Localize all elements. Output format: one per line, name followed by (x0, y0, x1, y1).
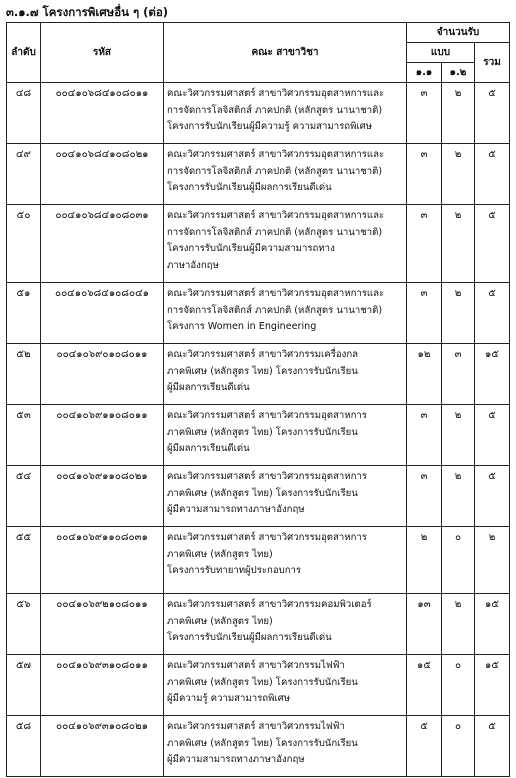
program-line: ภาคพิเศษ (หลักสูตร ไทย) โครงการรับนักเรียน (167, 426, 358, 438)
program-code: ๐๐๔๑๐๖๘๔๑๐๘๐๑๑ (41, 83, 164, 144)
quota-type-1-2: ๐ (442, 527, 475, 594)
program-line: ภาคพิเศษ (หลักสูตร ไทย) โครงการรับนักเรียน (167, 487, 358, 499)
program-line: คณะวิศวกรรมศาสตร์ สาขาวิศวกรรมอุตสาหการและ (167, 88, 385, 99)
program-description (164, 283, 407, 344)
program-line: โครงการ Women in Engineering (167, 321, 317, 332)
program-line: คณะวิศวกรรมศาสตร์ สาขาวิศวกรรมไฟฟ้า (167, 721, 345, 732)
program-description (164, 405, 407, 466)
program-description (164, 205, 407, 283)
quota-total: ๒ (475, 527, 510, 594)
program-line: คณะวิศวกรรมศาสตร์ สาขาวิศวกรรมเครื่องกล (167, 349, 359, 360)
program-description (164, 466, 407, 527)
program-line: ภาคพิเศษ (หลักสูตร ไทย) (167, 615, 273, 627)
quota-total: ๑๕ (475, 344, 510, 405)
program-line: การจัดการโลจิสติกส์ ภาคปกติ (หลักสูตร นานาชาติ) (167, 104, 383, 116)
program-line: คณะวิศวกรรมศาสตร์ สาขาวิศวกรรมอุตสาหการ (167, 410, 367, 421)
table-row (7, 283, 510, 344)
program-code: ๐๐๔๑๐๖๙๑๑๐๘๐๑๑ (41, 405, 164, 466)
quota-type-1-2: ๒ (442, 405, 475, 466)
program-code: ๐๐๔๑๐๖๘๔๑๐๘๐๒๑ (41, 144, 164, 205)
program-description (164, 527, 407, 594)
program-line: การจัดการโลจิสติกส์ ภาคปกติ (หลักสูตร นานาชาติ) (167, 304, 383, 316)
quota-type-1-1: ๑๓ (407, 594, 442, 655)
quota-type-1-2: ๒ (442, 144, 475, 205)
quota-type-1-1: ๒ (407, 527, 442, 594)
quota-type-1-1: ๓ (407, 283, 442, 344)
quota-total: ๕ (475, 283, 510, 344)
header-code: รหัส (41, 23, 164, 83)
program-line: คณะวิศวกรรมศาสตร์ สาขาวิศวกรรมคอมพิวเตอร์ (167, 599, 372, 610)
program-code: ๐๐๔๑๐๖๙๒๑๐๘๐๑๑ (41, 594, 164, 655)
table-row (7, 466, 510, 527)
program-description (164, 144, 407, 205)
program-code: ๐๐๔๑๐๖๙๑๑๐๘๐๓๑ (41, 527, 164, 594)
header-quota: จำนวนรับ (407, 23, 510, 43)
program-code: ๐๐๔๑๐๖๙๓๑๐๘๐๑๑ (41, 655, 164, 716)
row-number: ๕๑ (7, 283, 41, 344)
quota-total: ๑๕ (475, 594, 510, 655)
row-number: ๕๐ (7, 205, 41, 283)
table-row (7, 344, 510, 405)
quota-total: ๕ (475, 716, 510, 777)
header-type-1-2: ๑.๒ (442, 63, 475, 83)
quota-total: ๕ (475, 83, 510, 144)
program-description (164, 344, 407, 405)
table-row (7, 144, 510, 205)
row-number: ๕๓ (7, 405, 41, 466)
row-number: ๕๔ (7, 466, 41, 527)
row-number: ๕๖ (7, 594, 41, 655)
program-line: โครงการรับนักเรียนผู้มีผลการเรียนดีเด่น (167, 632, 332, 643)
program-line: ภาคพิเศษ (หลักสูตร ไทย) โครงการรับนักเรียน (167, 676, 358, 688)
quota-total: ๕ (475, 405, 510, 466)
program-line: การจัดการโลจิสติกส์ ภาคปกติ (หลักสูตร นานาชาติ) (167, 226, 383, 238)
table-row (7, 83, 510, 144)
program-code: ๐๐๔๑๐๖๙๐๑๐๘๐๑๑ (41, 344, 164, 405)
program-line: คณะวิศวกรรมศาสตร์ สาขาวิศวกรรมอุตสาหการและ (167, 149, 385, 160)
header-type-1-1: ๑.๑ (407, 63, 442, 83)
quota-type-1-2: ๒ (442, 205, 475, 283)
row-number: ๕๘ (7, 716, 41, 777)
program-line: ผู้มีผลการเรียนดีเด่น (167, 443, 250, 454)
program-code: ๐๐๔๑๐๖๙๓๑๐๘๐๒๑ (41, 716, 164, 777)
program-line: ผู้มีผลการเรียนดีเด่น (167, 382, 250, 393)
table-row (7, 527, 510, 594)
table-row (7, 205, 510, 283)
program-line: ผู้มีความรู้ ความสามารถพิเศษ (167, 693, 291, 704)
section-title: ๓.๑.๗ โครงการพิเศษอื่น ๆ (ต่อ) (6, 5, 169, 19)
quota-type-1-2: ๓ (442, 344, 475, 405)
program-line: การจัดการโลจิสติกส์ ภาคปกติ (หลักสูตร นานาชาติ) (167, 165, 383, 177)
quota-type-1-1: ๓ (407, 466, 442, 527)
quota-type-1-1: ๓ (407, 83, 442, 144)
quota-total: ๕ (475, 466, 510, 527)
quota-type-1-2: ๒ (442, 466, 475, 527)
table-body (7, 83, 510, 777)
quota-type-1-2: ๒ (442, 283, 475, 344)
program-line: ภาคพิเศษ (หลักสูตร ไทย) โครงการรับนักเรียน (167, 737, 358, 749)
quota-type-1-1: ๓ (407, 144, 442, 205)
row-number: ๔๙ (7, 144, 41, 205)
header-faculty: คณะ สาขาวิชา (164, 23, 407, 83)
quota-type-1-1: ๑๒ (407, 344, 442, 405)
table-row (7, 405, 510, 466)
row-number: ๔๘ (7, 83, 41, 144)
quota-type-1-2: ๐ (442, 655, 475, 716)
program-line: โครงการรับทายาทผู้ประกอบการ (167, 565, 302, 576)
quota-type-1-1: ๓ (407, 205, 442, 283)
program-line: ภาคพิเศษ (หลักสูตร ไทย) (167, 548, 273, 560)
program-line: ผู้มีความสามารถทางภาษาอังกฤษ (167, 504, 305, 515)
admission-table (6, 22, 510, 777)
program-description (164, 594, 407, 655)
row-number: ๕๕ (7, 527, 41, 594)
quota-type-1-2: ๐ (442, 716, 475, 777)
program-line: ภาคพิเศษ (หลักสูตร ไทย) โครงการรับนักเรียน (167, 365, 358, 377)
header-no: ลำดับ (7, 23, 41, 83)
program-code: ๐๐๔๑๐๖๘๔๑๐๘๐๓๑ (41, 205, 164, 283)
program-description (164, 716, 407, 777)
header-type: แบบ (407, 43, 475, 63)
program-line: คณะวิศวกรรมศาสตร์ สาขาวิศวกรรมอุตสาหการ (167, 471, 367, 482)
quota-type-1-1: ๓ (407, 405, 442, 466)
table-row (7, 716, 510, 777)
program-description (164, 83, 407, 144)
program-description (164, 655, 407, 716)
program-line: คณะวิศวกรรมศาสตร์ สาขาวิศวกรรมอุตสาหการ (167, 532, 367, 543)
program-line: ผู้มีความสามารถทางภาษาอังกฤษ (167, 754, 305, 765)
table-row (7, 655, 510, 716)
program-line: โครงการรับนักเรียนผู้มีความรู้ ความสามารถพิเศษ (167, 121, 373, 132)
quota-type-1-2: ๒ (442, 594, 475, 655)
quota-type-1-1: ๑๕ (407, 655, 442, 716)
program-line: โครงการรับนักเรียนผู้มีความสามารถทาง (167, 243, 335, 254)
program-code: ๐๐๔๑๐๖๘๔๑๐๘๐๔๑ (41, 283, 164, 344)
program-line: คณะวิศวกรรมศาสตร์ สาขาวิศวกรรมไฟฟ้า (167, 660, 345, 671)
row-number: ๕๗ (7, 655, 41, 716)
program-line: คณะวิศวกรรมศาสตร์ สาขาวิศวกรรมอุตสาหการและ (167, 288, 385, 299)
program-line: ภาษาอังกฤษ (167, 259, 219, 271)
quota-total: ๕ (475, 205, 510, 283)
program-code: ๐๐๔๑๐๖๙๑๑๐๘๐๒๑ (41, 466, 164, 527)
quota-type-1-2: ๒ (442, 83, 475, 144)
quota-type-1-1: ๕ (407, 716, 442, 777)
program-line: คณะวิศวกรรมศาสตร์ สาขาวิศวกรรมอุตสาหการและ (167, 210, 385, 221)
quota-total: ๕ (475, 144, 510, 205)
row-number: ๕๒ (7, 344, 41, 405)
header-total: รวม (475, 43, 510, 83)
quota-total: ๑๕ (475, 655, 510, 716)
program-line: โครงการรับนักเรียนผู้มีผลการเรียนดีเด่น (167, 182, 332, 193)
table-row (7, 594, 510, 655)
